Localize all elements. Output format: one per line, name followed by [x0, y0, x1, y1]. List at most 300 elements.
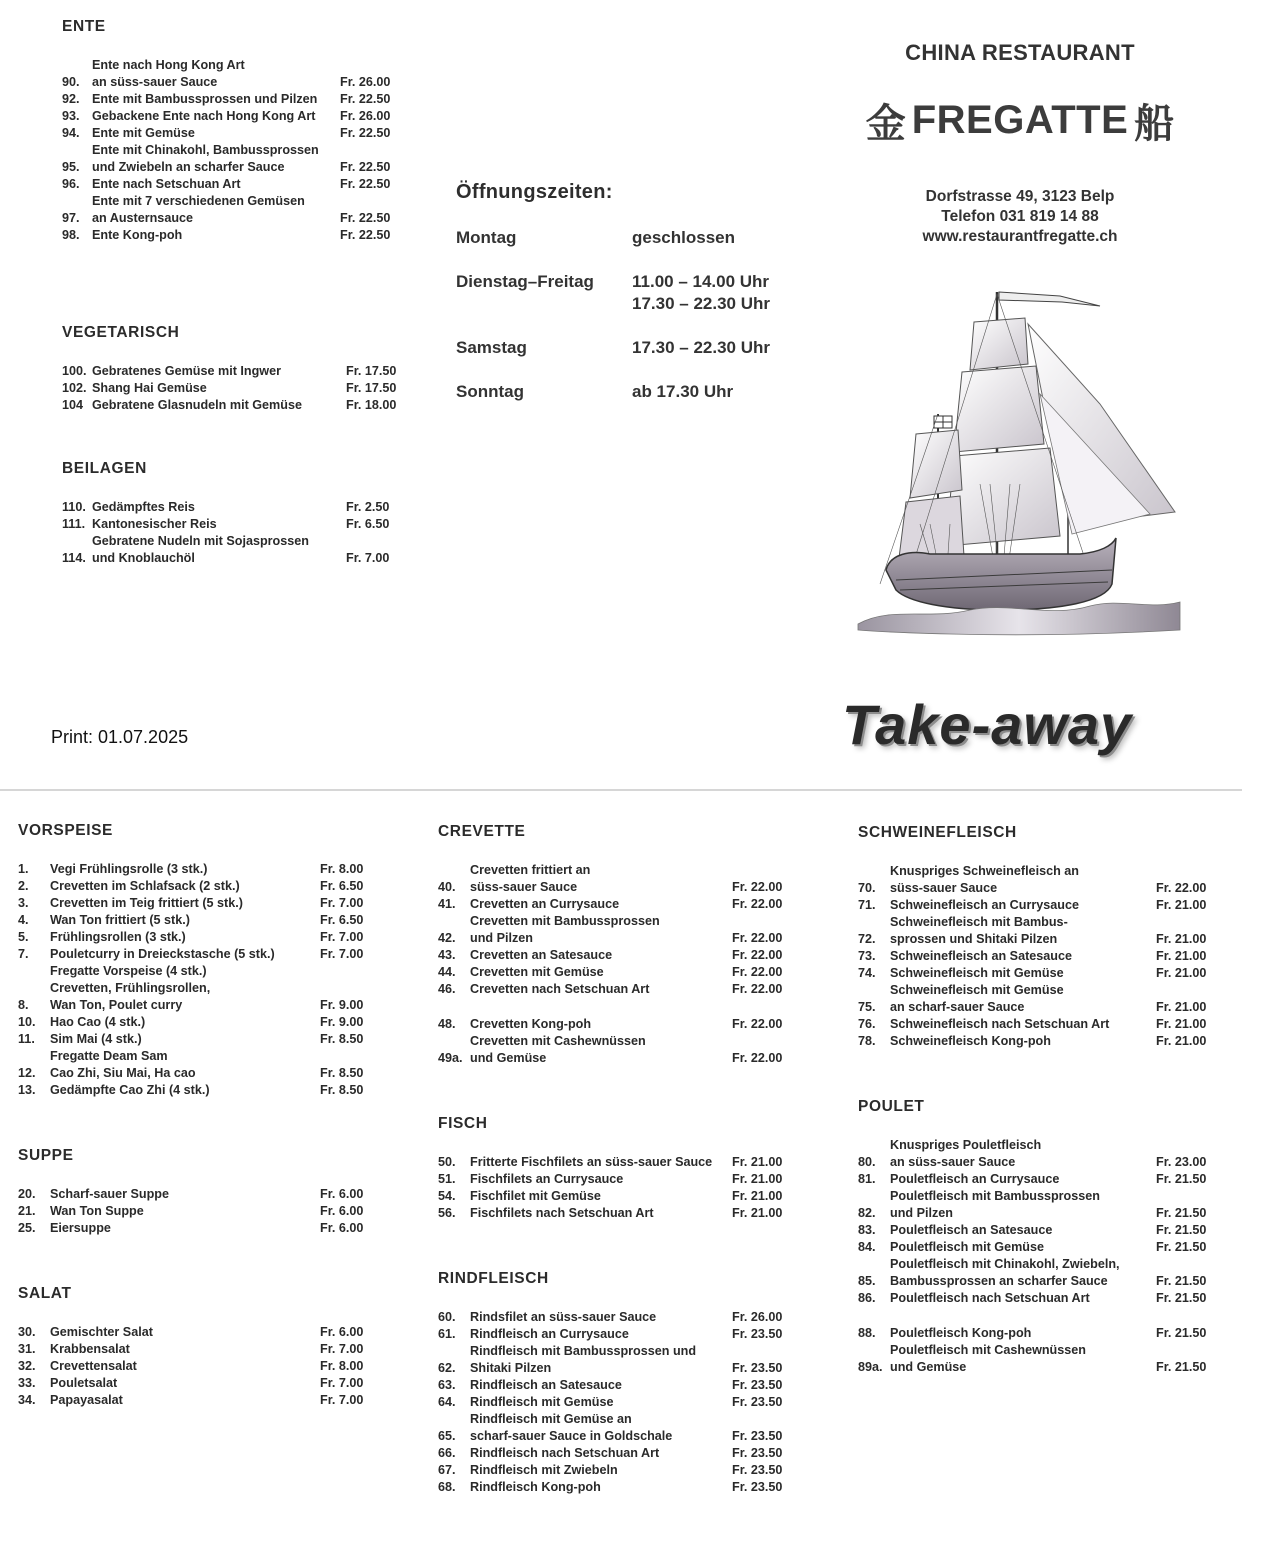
menu-item [858, 982, 1218, 1016]
item-name [470, 964, 732, 981]
item-name-line: Gebratene Glasnudeln mit Gemüse [92, 398, 302, 412]
item-number: 78. [858, 1034, 876, 1048]
item-number: 73. [858, 949, 876, 963]
menu-item [18, 1392, 378, 1409]
item-number: 74. [858, 966, 876, 980]
menu-item [62, 91, 402, 108]
item-name [92, 363, 346, 380]
item-price: Fr. 7.00 [320, 1342, 364, 1356]
item-price: Fr. 22.50 [340, 160, 391, 174]
item-number: 33. [18, 1376, 36, 1390]
item-price: Fr. 22.50 [340, 92, 391, 106]
section-title: RINDFLEISCH [438, 1270, 549, 1287]
menu-section-rindfleisch [438, 1270, 798, 1496]
item-name-line: Fregatte Vorspeise (4 stk.) [50, 964, 207, 978]
menu-item [62, 125, 402, 142]
item-price: Fr. 8.50 [320, 1032, 364, 1046]
item-name-line: Rindfleisch mit Zwiebeln [470, 1463, 618, 1477]
item-number: 75. [858, 1000, 876, 1014]
item-number: 94. [62, 126, 80, 140]
item-price: Fr. 21.50 [1156, 1206, 1207, 1220]
item-price: Fr. 26.00 [340, 109, 391, 123]
item-price: Fr. 21.50 [1156, 1240, 1207, 1254]
opening-hours-rows [456, 227, 816, 403]
item-name [50, 895, 320, 912]
item-name [92, 57, 340, 91]
item-number: 20. [18, 1187, 36, 1201]
item-number: 62. [438, 1361, 456, 1375]
item-number: 8. [18, 998, 29, 1012]
item-price: Fr. 17.50 [346, 364, 397, 378]
item-name-line: Schweinefleisch Kong-poh [890, 1034, 1051, 1048]
section-title: VEGETARISCH [62, 324, 180, 341]
item-number: 111. [62, 517, 86, 531]
item-price: Fr. 26.00 [340, 75, 391, 89]
item-name [890, 863, 1156, 897]
item-name [890, 1188, 1156, 1222]
item-price: Fr. 21.50 [1156, 1223, 1207, 1237]
item-name [890, 914, 1156, 948]
menu-section-beilagen [62, 460, 402, 567]
menu-item [858, 965, 1218, 982]
menu-item [858, 1222, 1218, 1239]
item-name [50, 1203, 320, 1220]
item-price: Fr. 6.50 [346, 517, 390, 531]
item-name [470, 1445, 732, 1462]
item-number: 80. [858, 1155, 876, 1169]
ship-illustration [850, 284, 1190, 640]
website-link[interactable]: www.restaurantfregatte.ch [922, 228, 1118, 245]
item-name-line: Gedämpfte Cao Zhi (4 stk.) [50, 1083, 210, 1097]
item-name-line: Crevetten frittiert an [470, 863, 591, 877]
item-price: Fr. 22.50 [340, 228, 391, 242]
item-name [890, 948, 1156, 965]
item-number: 25. [18, 1221, 36, 1235]
menu-items [858, 1137, 1218, 1376]
item-price: Fr. 22.00 [732, 965, 783, 979]
item-name [50, 1341, 320, 1358]
menu-section-vorspeise [18, 822, 378, 1099]
item-number: 82. [858, 1206, 876, 1220]
time-line: 17.30 – 22.30 Uhr [632, 338, 770, 357]
item-name-line: Scharf-sauer Suppe [50, 1187, 169, 1201]
menu-item [18, 1014, 378, 1031]
item-name-line: Ente Kong-poh [92, 228, 183, 242]
item-name-line: Ente nach Hong Kong Art [92, 58, 245, 72]
menu-item [438, 896, 798, 913]
item-name-line: Crevetten im Schlafsack (2 stk.) [50, 879, 240, 893]
item-name-line: Gedämpftes Reis [92, 500, 195, 514]
item-number: 97. [62, 211, 80, 225]
item-name [50, 946, 320, 963]
item-number: 5. [18, 930, 29, 944]
item-number: 84. [858, 1240, 876, 1254]
menu-item [858, 863, 1218, 897]
item-number: 102. [62, 381, 87, 395]
item-name [470, 1377, 732, 1394]
item-price: Fr. 21.00 [732, 1189, 783, 1203]
item-number: 81. [858, 1172, 876, 1186]
item-name-line: Gebratene Nudeln mit Sojasprossen [92, 534, 309, 548]
menu-item [62, 533, 402, 567]
item-price: Fr. 21.00 [1156, 1000, 1207, 1014]
item-name [92, 91, 340, 108]
item-name [470, 1326, 732, 1343]
item-name-line: Eiersuppe [50, 1221, 111, 1235]
item-number: 71. [858, 898, 876, 912]
item-name-line: Knuspriges Schweinefleisch an [890, 864, 1079, 878]
item-name [50, 1014, 320, 1031]
item-name [470, 1309, 732, 1326]
section-title: ENTE [62, 18, 106, 35]
item-name [50, 963, 320, 1014]
menu-section-ente [62, 18, 402, 244]
item-name-line: Rindfleisch Kong-poh [470, 1480, 601, 1494]
item-number: 34. [18, 1393, 36, 1407]
menu-item [858, 1171, 1218, 1188]
item-number: 72. [858, 932, 876, 946]
item-number: 61. [438, 1327, 456, 1341]
item-name [50, 878, 320, 895]
item-name [92, 499, 346, 516]
item-price: Fr. 22.50 [340, 211, 391, 225]
menu-item [62, 363, 402, 380]
item-price: Fr. 22.00 [732, 897, 783, 911]
menu-item [18, 861, 378, 878]
time-range [632, 271, 770, 315]
item-number: 56. [438, 1206, 456, 1220]
item-name-line: Gebratenes Gemüse mit Ingwer [92, 364, 281, 378]
menu-item [62, 57, 402, 91]
menu-section-poulet [858, 1098, 1218, 1376]
item-name [92, 108, 340, 125]
section-title: CREVETTE [438, 823, 526, 840]
item-price: Fr. 22.50 [340, 126, 391, 140]
menu-column-3 [858, 824, 1218, 1424]
item-price: Fr. 7.00 [320, 930, 364, 944]
item-name [890, 1290, 1156, 1307]
item-number: 68. [438, 1480, 456, 1494]
item-name-line: Wan Ton Suppe [50, 1204, 144, 1218]
menu-item [858, 1016, 1218, 1033]
menu-item [438, 1462, 798, 1479]
item-name [890, 982, 1156, 1016]
menu-column-2 [438, 823, 798, 1544]
item-price: Fr. 23.50 [732, 1463, 783, 1477]
menu-item [18, 878, 378, 895]
menu-item [18, 1341, 378, 1358]
item-number: 92. [62, 92, 80, 106]
menu-item [18, 895, 378, 912]
item-name-line: Schweinefleisch an Satesauce [890, 949, 1072, 963]
menu-item [62, 516, 402, 533]
item-name-line: und Pilzen [470, 931, 533, 945]
menu-item [18, 1324, 378, 1341]
item-name [92, 142, 340, 176]
menu-item [18, 1375, 378, 1392]
menu-item [438, 1343, 798, 1377]
item-price: Fr. 6.00 [320, 1325, 364, 1339]
time-line: ab 17.30 Uhr [632, 382, 734, 401]
item-price: Fr. 7.00 [320, 1376, 364, 1390]
menu-item [62, 499, 402, 516]
item-name-line: Pouletfleisch Kong-poh [890, 1326, 1032, 1340]
item-name [50, 1048, 320, 1082]
item-price: Fr. 23.00 [1156, 1155, 1207, 1169]
item-name-line: Rindfleisch mit Gemüse [470, 1395, 614, 1409]
contact-info [870, 187, 1170, 247]
menu-item [62, 176, 402, 193]
item-name-line: an Austernsauce [92, 211, 194, 225]
item-price: Fr. 21.00 [732, 1172, 783, 1186]
item-name [92, 397, 346, 414]
menu-item [438, 1309, 798, 1326]
item-price: Fr. 21.00 [1156, 949, 1207, 963]
menu-item [438, 1479, 798, 1496]
item-name-line: an scharf-sauer Sauce [890, 1000, 1025, 1014]
item-name-line: Sim Mai (4 stk.) [50, 1032, 142, 1046]
item-number: 48. [438, 1017, 456, 1031]
item-name-line: Pouletfleisch mit Gemüse [890, 1240, 1044, 1254]
item-price: Fr. 6.00 [320, 1221, 364, 1235]
item-number: 21. [18, 1204, 36, 1218]
menu-item [62, 397, 402, 414]
item-number: 49a. [438, 1051, 463, 1065]
menu-item [438, 947, 798, 964]
menu-item [438, 1188, 798, 1205]
item-name-line: Crevetten, Frühlingsrollen, [50, 981, 211, 995]
menu-item [18, 1220, 378, 1237]
item-name-line: Schweinefleisch nach Setschuan Art [890, 1017, 1110, 1031]
time-line: 11.00 – 14.00 Uhr [632, 272, 770, 291]
item-price: Fr. 22.00 [732, 880, 783, 894]
item-name [92, 516, 346, 533]
menu-item [438, 1445, 798, 1462]
item-name [470, 913, 732, 947]
item-name-line: Schweinefleisch mit Bambus- [890, 915, 1068, 929]
menu-item [18, 929, 378, 946]
fold-divider [0, 789, 1242, 791]
item-number: 85. [858, 1274, 876, 1288]
item-number: 32. [18, 1359, 36, 1373]
item-price: Fr. 21.00 [1156, 1034, 1207, 1048]
item-name [890, 1256, 1156, 1290]
restaurant-brand [835, 40, 1205, 149]
item-price: Fr. 9.00 [320, 998, 364, 1012]
item-name-line: Frühlingsrollen (3 stk.) [50, 930, 186, 944]
item-number: 51. [438, 1172, 456, 1186]
menu-item [858, 1256, 1218, 1290]
item-number: 50. [438, 1155, 456, 1169]
item-price: Fr. 7.00 [346, 551, 390, 565]
item-name [470, 1154, 732, 1171]
item-number: 41. [438, 897, 456, 911]
item-name [890, 1016, 1156, 1033]
menu-item [858, 948, 1218, 965]
menu-item [438, 1394, 798, 1411]
menu-item [18, 1186, 378, 1203]
item-name [890, 1239, 1156, 1256]
item-name-line: Knuspriges Pouletfleisch [890, 1138, 1042, 1152]
menu-item [438, 1016, 798, 1033]
menu-item [62, 108, 402, 125]
item-name [50, 1358, 320, 1375]
day-label: Montag [456, 228, 517, 247]
time-range [632, 227, 735, 249]
item-name-line: Gemischter Salat [50, 1325, 153, 1339]
item-price: Fr. 8.50 [320, 1083, 364, 1097]
print-date: Print: 01.07.2025 [51, 727, 189, 747]
item-price: Fr. 18.00 [346, 398, 397, 412]
menu-item [62, 193, 402, 227]
item-number: 89a. [858, 1360, 883, 1374]
item-name-line: Crevetten an Currysauce [470, 897, 620, 911]
item-name-line: und Gemüse [470, 1051, 547, 1065]
day-label: Sonntag [456, 382, 524, 401]
item-number: 46. [438, 982, 456, 996]
item-name-line: Crevetten im Teig frittiert (5 stk.) [50, 896, 243, 910]
item-name-line: an süss-sauer Sauce [92, 75, 218, 89]
item-name-line: Schweinefleisch an Currysauce [890, 898, 1079, 912]
item-number: 70. [858, 881, 876, 895]
time-range [632, 381, 733, 403]
item-name-line: Ente mit Chinakohl, Bambussprossen [92, 143, 319, 157]
item-price: Fr. 22.50 [340, 177, 391, 191]
item-name-line: und Knoblauchöl [92, 551, 195, 565]
item-name-line: und Zwiebeln an scharfer Sauce [92, 160, 285, 174]
item-price: Fr. 7.00 [320, 947, 364, 961]
item-name-line: und Gemüse [890, 1360, 967, 1374]
item-name-line: Fritterte Fischfilets an süss-sauer Sauce [470, 1155, 713, 1169]
item-name-line: Rindfleisch an Satesauce [470, 1378, 622, 1392]
menu-item [62, 227, 402, 244]
item-name-line: an süss-sauer Sauce [890, 1155, 1016, 1169]
menu-item [438, 862, 798, 896]
item-name-line: Cao Zhi, Siu Mai, Ha cao [50, 1066, 196, 1080]
item-name-line: Shang Hai Gemüse [92, 381, 207, 395]
item-number: 12. [18, 1066, 36, 1080]
time-line: 17.30 – 22.30 Uhr [632, 294, 770, 313]
item-name [470, 862, 732, 896]
item-name [92, 176, 340, 193]
item-price: Fr. 21.50 [1156, 1172, 1207, 1186]
opening-hours [456, 181, 816, 425]
item-name-line: süss-sauer Sauce [470, 880, 578, 894]
item-number: 86. [858, 1291, 876, 1305]
item-number: 44. [438, 965, 456, 979]
item-number: 30. [18, 1325, 36, 1339]
item-name [50, 1375, 320, 1392]
item-name [890, 1342, 1156, 1376]
item-number: 63. [438, 1378, 456, 1392]
item-name-line: Crevetten mit Cashewnüssen [470, 1034, 646, 1048]
item-name [50, 861, 320, 878]
day-label: Dienstag–Freitag [456, 272, 594, 291]
section-title: SCHWEINEFLEISCH [858, 824, 1017, 841]
menu-item [18, 1031, 378, 1048]
item-name-line: Pouletfleisch nach Setschuan Art [890, 1291, 1090, 1305]
item-name [470, 1188, 732, 1205]
item-price: Fr. 6.00 [320, 1187, 364, 1201]
item-name-line: Hao Cao (4 stk.) [50, 1015, 146, 1029]
menu-items [62, 499, 402, 567]
menu-item [438, 964, 798, 981]
menu-item [18, 1203, 378, 1220]
item-name [470, 981, 732, 998]
menu-items [62, 57, 402, 244]
item-name-line: Gebackene Ente nach Hong Kong Art [92, 109, 316, 123]
item-name-line: Krabbensalat [50, 1342, 130, 1356]
item-name-line: Schweinefleisch mit Gemüse [890, 983, 1064, 997]
item-name-line: Rindfleisch mit Gemüse an [470, 1412, 632, 1426]
menu-item [438, 1377, 798, 1394]
takeaway-text: Take-away [842, 693, 1133, 756]
item-name [890, 1033, 1156, 1050]
opening-hours-row [456, 337, 816, 359]
item-name-line: Crevetten an Satesauce [470, 948, 613, 962]
item-name [890, 1222, 1156, 1239]
day-label: Samstag [456, 338, 527, 357]
item-name [92, 125, 340, 142]
item-name [92, 533, 346, 567]
item-name-line: Ente mit Gemüse [92, 126, 195, 140]
item-name [890, 897, 1156, 914]
menu-item [18, 946, 378, 963]
item-number: 3. [18, 896, 29, 910]
item-number: 83. [858, 1223, 876, 1237]
item-price: Fr. 2.50 [346, 500, 390, 514]
item-number: 11. [18, 1032, 35, 1046]
item-name [470, 896, 732, 913]
item-name-line: Pouletfleisch mit Cashewnüssen [890, 1343, 1086, 1357]
section-title: SUPPE [18, 1147, 74, 1164]
item-name [470, 1171, 732, 1188]
item-price: Fr. 23.50 [732, 1361, 783, 1375]
menu-items [18, 861, 378, 1099]
item-name [470, 1205, 732, 1222]
item-name [470, 947, 732, 964]
menu-section-schweinefleisch [858, 824, 1218, 1050]
item-name [50, 1324, 320, 1341]
item-name-line: Pouletfleisch mit Chinakohl, Zwiebeln, [890, 1257, 1120, 1271]
item-price: Fr. 21.00 [1156, 898, 1207, 912]
opening-hours-row [456, 381, 816, 403]
item-name-line: sprossen und Shitaki Pilzen [890, 932, 1058, 946]
menu-item [438, 1326, 798, 1343]
item-number: 67. [438, 1463, 456, 1477]
menu-item [62, 380, 402, 397]
item-price: Fr. 6.50 [320, 913, 364, 927]
menu-item [438, 1205, 798, 1222]
menu-item [438, 1154, 798, 1171]
menu-item [858, 1325, 1218, 1342]
item-number: 88. [858, 1326, 876, 1340]
item-name-line: Shitaki Pilzen [470, 1361, 552, 1375]
chinese-char-left: 金 [865, 101, 906, 147]
item-price: Fr. 22.00 [732, 982, 783, 996]
brand-logo [835, 92, 1205, 149]
item-name-line: Wan Ton frittiert (5 stk.) [50, 913, 190, 927]
item-name-line: Rindfleisch nach Setschuan Art [470, 1446, 660, 1460]
phone: Telefon 031 819 14 88 [941, 208, 1099, 225]
menu-item [858, 1239, 1218, 1256]
item-number: 10. [18, 1015, 36, 1029]
item-name-line: Pouletcurry in Dreieckstasche (5 stk.) [50, 947, 275, 961]
item-price: Fr. 8.00 [320, 862, 364, 876]
item-price: Fr. 9.00 [320, 1015, 364, 1029]
item-number: 110. [62, 500, 86, 514]
menu-item [438, 1171, 798, 1188]
